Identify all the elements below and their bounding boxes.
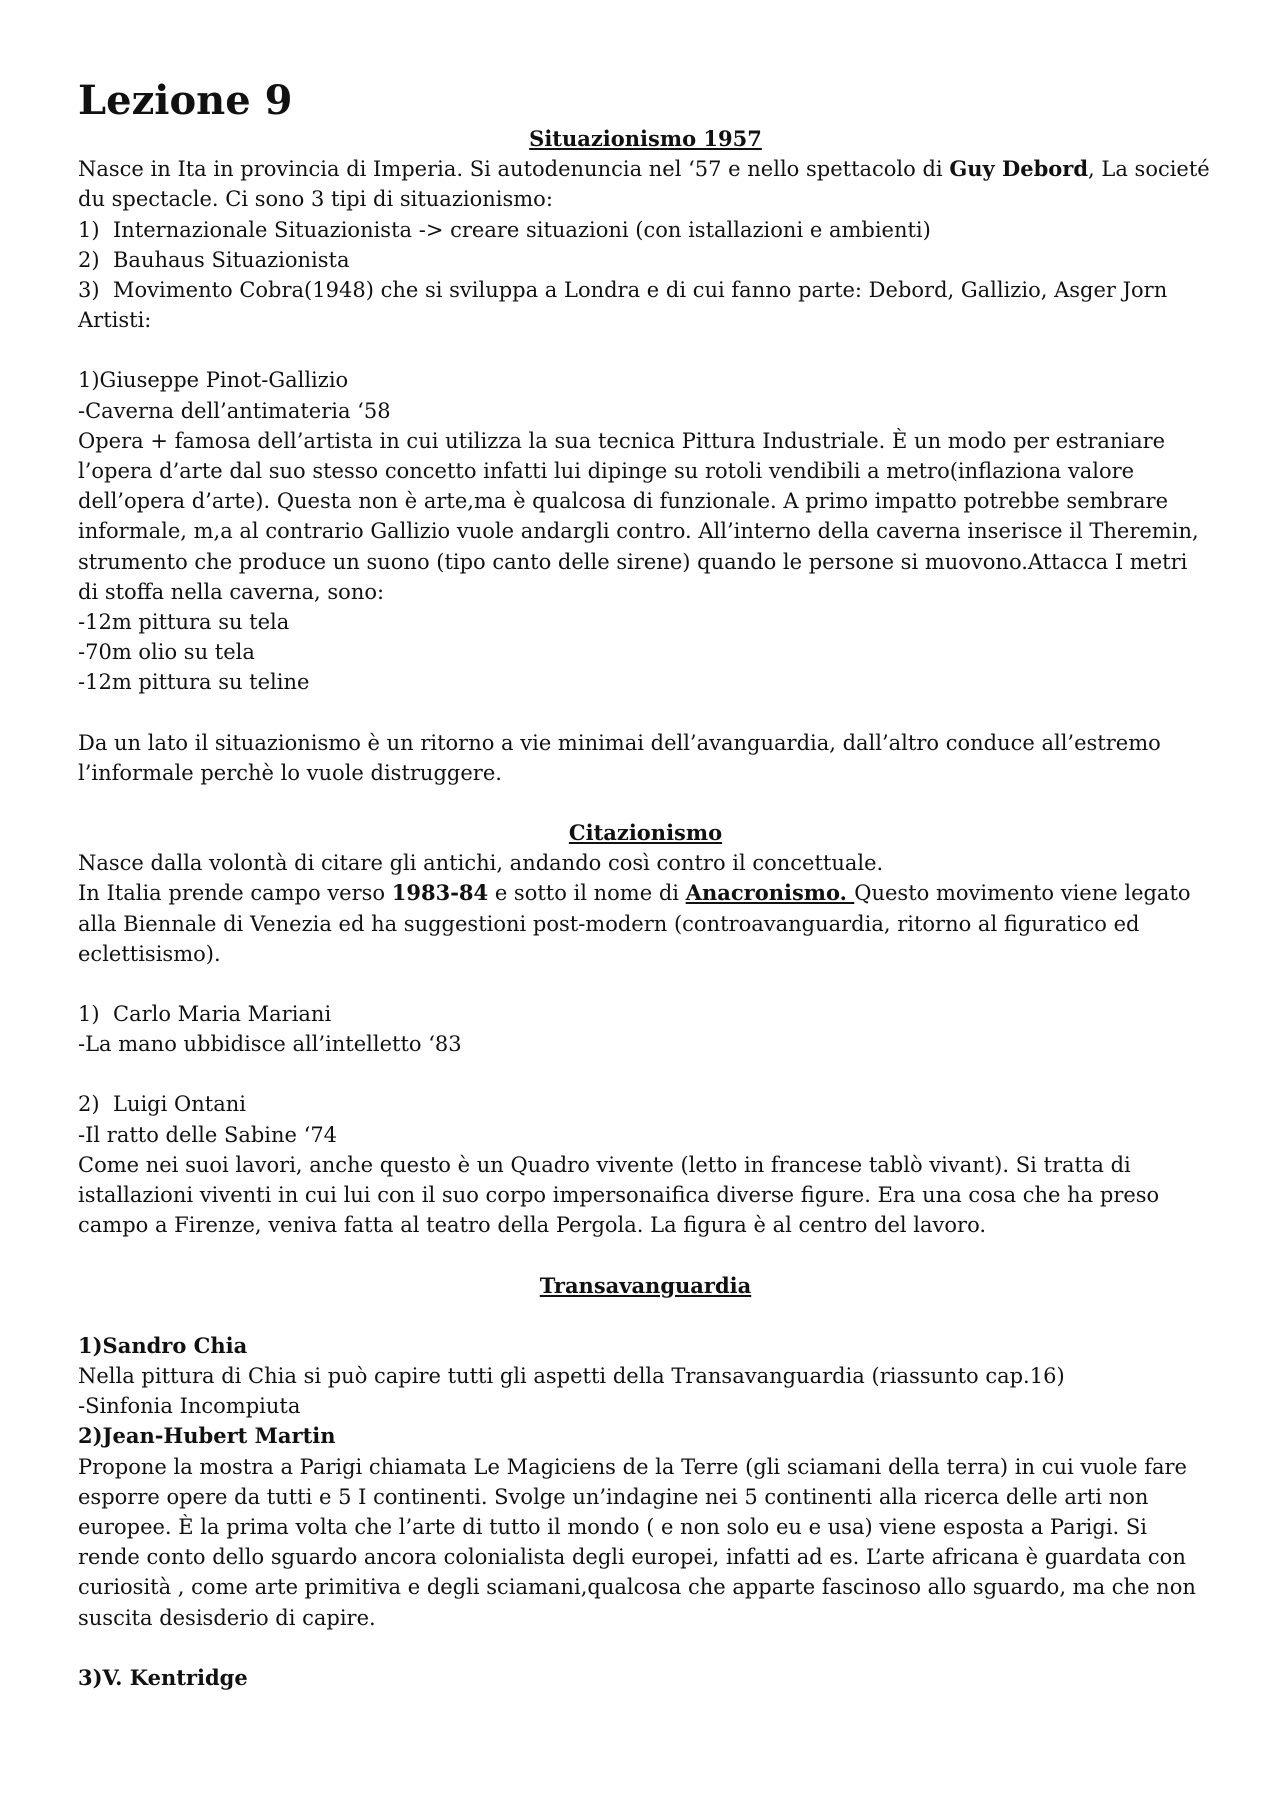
- paragraph: Nella pittura di Chia si può capire tutti gli aspetti della Transavanguardia (riassunto cap.16): [78, 1363, 1065, 1388]
- list-number: 3): [78, 278, 100, 303]
- work-title: -Sinfonia Incompiuta: [78, 1394, 301, 1419]
- artist-name: 1)Sandro Chia: [78, 1332, 248, 1358]
- text: , La societé du spectacle. Ci sono 3 tipi di situazionismo:: [78, 157, 1210, 212]
- list-item: [78, 275, 1213, 305]
- artist-name: Carlo Maria Mariani: [113, 1002, 332, 1027]
- list-item: [78, 1089, 1213, 1119]
- list-number: 2): [78, 1092, 100, 1117]
- artisti-label: Artisti:: [78, 308, 152, 333]
- paragraph: Come nei suoi lavori, anche questo è un Quadro vivente (letto in francese tablò vivant). Si tratta di istallazioni viventi in cui lui con il suo corpo impersonaifica diverse figure. Era una cosa che ha preso campo a Firenze, veniva fatta al teatro della Pergola. La figura è al centro del lavoro.: [78, 1152, 1160, 1238]
- list-number: 1): [78, 1002, 100, 1027]
- measure-line: -12m pittura su teline: [78, 670, 310, 695]
- bold-underline-text: Anacronismo.: [685, 880, 855, 906]
- section-heading-transavanguardia: Transavanguardia: [539, 1272, 752, 1298]
- list-number: 1): [78, 217, 100, 242]
- work-title: -Il ratto delle Sabine ‘74: [78, 1122, 338, 1147]
- text: Nasce in Ita in provincia di Imperia. Si autodenuncia nel ‘57 e nello spettacolo di: [78, 157, 950, 182]
- artist-name: Luigi Ontani: [113, 1092, 246, 1117]
- list-item: [78, 215, 1213, 245]
- artist-name: 2)Jean-Hubert Martin: [78, 1423, 336, 1449]
- bold-text: Guy Debord: [949, 156, 1089, 182]
- list-text: Bauhaus Situazionista: [113, 247, 350, 272]
- text: e sotto il nome di: [488, 881, 686, 906]
- paragraph: Nasce dalla volontà di citare gli antichi, andando così contro il concettuale.: [78, 851, 884, 876]
- artist-name: 1)Giuseppe Pinot-Gallizio: [78, 368, 349, 393]
- list-text: Internazionale Situazionista -> creare situazioni (con istallazioni e ambienti): [113, 217, 931, 242]
- text: Questo movimento viene legato alla Biennale di Venezia ed ha suggestioni post-modern (controavanguardia, ritorno al figuratico ed eclettisismo).: [78, 881, 1191, 966]
- paragraph-intro: [78, 154, 1213, 214]
- work-title: -Caverna dell’antimateria ‘58: [78, 398, 391, 423]
- list-text: Movimento Cobra(1948) che si sviluppa a Londra e di cui fanno parte: Debord, Gallizio, Asger Jorn: [113, 278, 1168, 303]
- page-title: Lezione 9: [78, 77, 293, 124]
- paragraph: Da un lato il situazionismo è un ritorno a vie minimai dell’avanguardia, dall’altro conduce all’estremo l’informale perchè lo vuole distruggere.: [78, 730, 1161, 785]
- list-item: [78, 999, 1213, 1029]
- paragraph: Opera + famosa dell’artista in cui utilizza la sua tecnica Pittura Industriale. È un modo per estraniare l’opera d’arte dal suo stesso concetto infatti lui dipinge su rotoli vendibili a metro(inflaziona valore dell’opera d’arte). Questa non è arte,ma è qualcosa di funzionale. A primo impatto potrebbe sembrare informale, m,a al contrario Gallizio vuole andargli contro. All’interno della caverna inserisce il Theremin, strumento che produce un suono (tipo canto delle sirene) quando le persone si muovono.Attacca I metri di stoffa nella caverna, sono:: [78, 428, 1199, 604]
- section-heading-citazionismo: Citazionismo: [568, 820, 723, 846]
- bold-text: 1983-84: [391, 880, 489, 906]
- list-item: [78, 245, 1213, 275]
- list-number: 2): [78, 247, 100, 272]
- work-title: -La mano ubbidisce all’intelletto ‘83: [78, 1032, 462, 1057]
- paragraph: Propone la mostra a Parigi chiamata Le Magiciens de la Terre (gli sciamani della terra) in cui vuole fare esporre opere da tutti e 5 I continenti. Svolge un’indagine nei 5 continenti alla ricerca delle arti non europee. È la prima volta che l’arte di tutto il mondo ( e non solo eu e usa) viene esposta a Parigi. Si rende conto dello sguardo ancora colonialista degli europei, infatti ad es. L’arte africana è guardata con curiosità , come arte primitiva e degli sciamani,qualcosa che apparte fascinoso allo sguardo, ma che non suscita desisderio di capire.: [78, 1454, 1196, 1630]
- section-heading-situazionismo: Situazionismo 1957: [529, 126, 762, 151]
- measure-line: -70m olio su tela: [78, 640, 255, 665]
- document-page: [78, 78, 1213, 1693]
- text: In Italia prende campo verso: [78, 881, 392, 906]
- artist-name: 3)V. Kentridge: [78, 1664, 248, 1690]
- measure-line: -12m pittura su tela: [78, 610, 290, 635]
- paragraph: [78, 878, 1213, 969]
